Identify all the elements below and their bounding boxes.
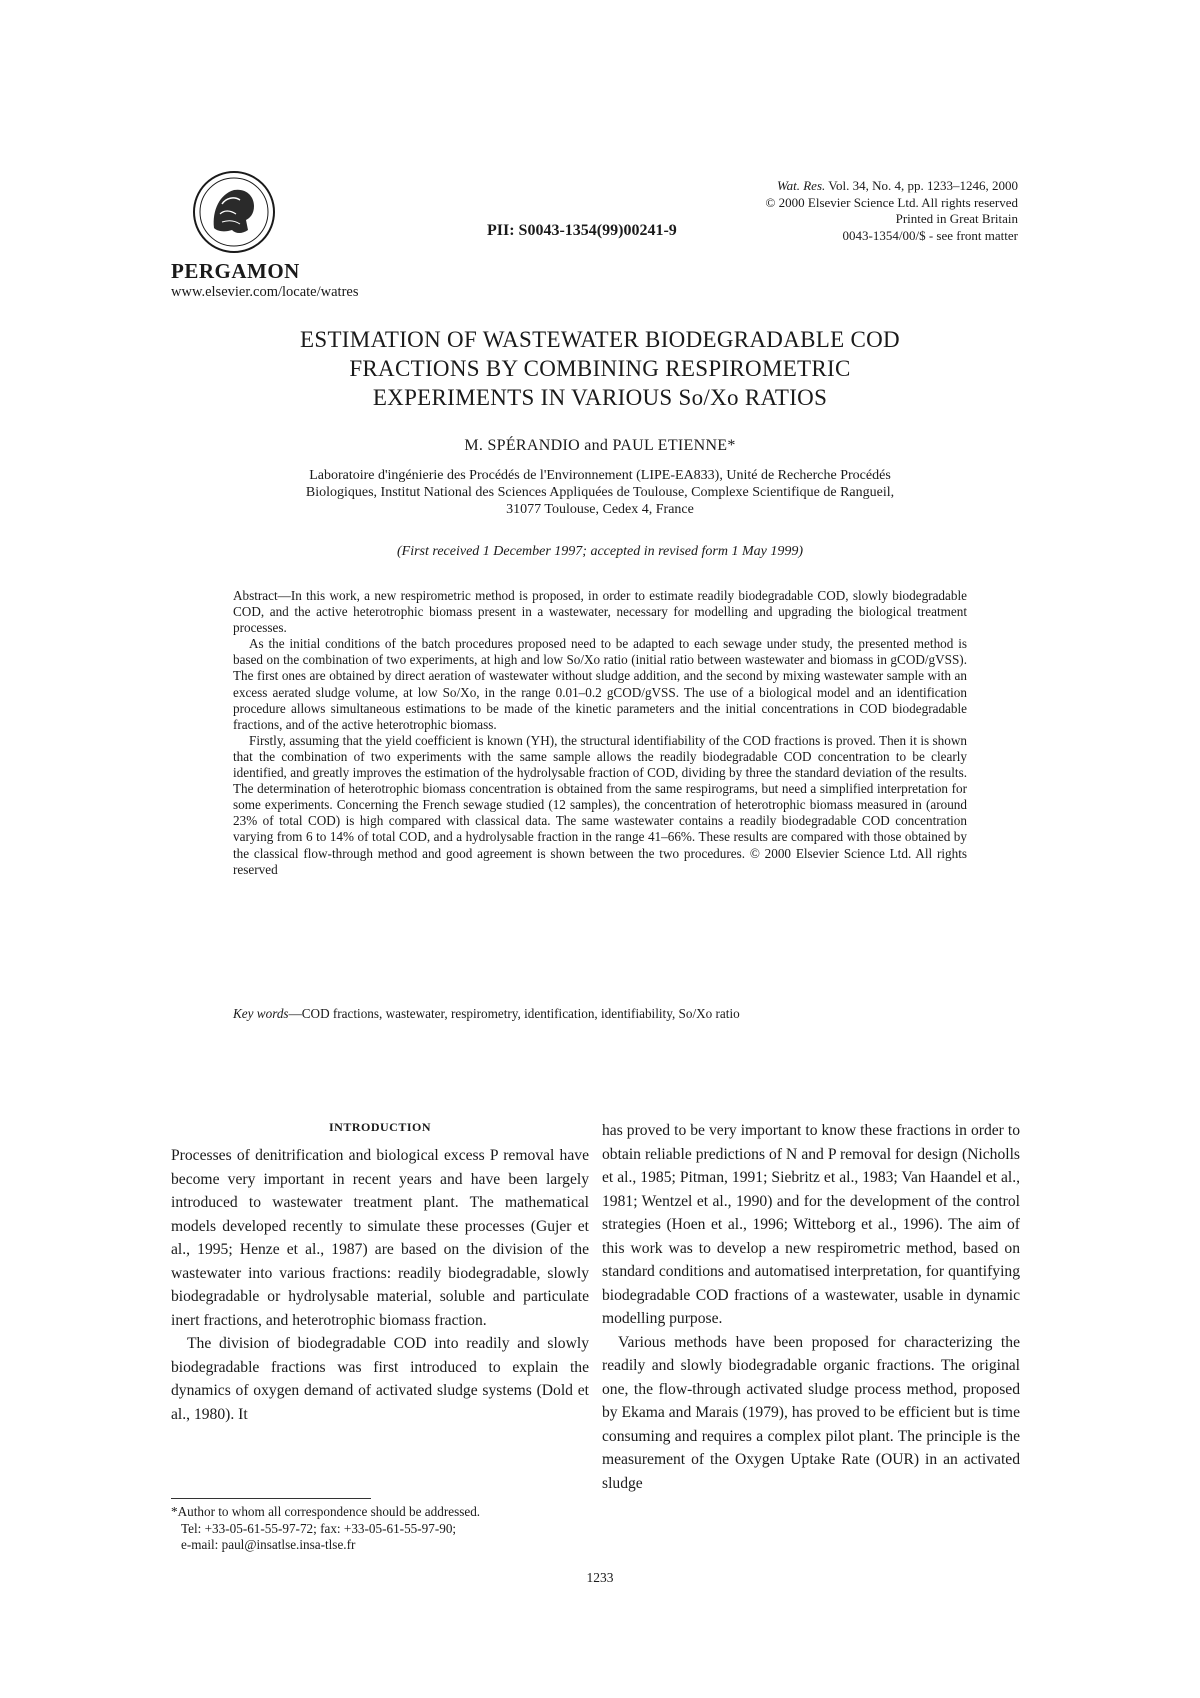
title-line-2: FRACTIONS BY COMBINING RESPIROMETRIC [349, 356, 851, 381]
footnote [171, 1504, 589, 1554]
journal-ref: Vol. 34, No. 4, pp. 1233–1246, 2000 [825, 178, 1018, 193]
printed-line: Printed in Great Britain [895, 211, 1018, 226]
journal-url[interactable]: www.elsevier.com/locate/watres [171, 284, 359, 300]
keywords-label: Key words [233, 1006, 289, 1021]
title-line-1: ESTIMATION OF WASTEWATER BIODEGRADABLE COD [300, 327, 900, 352]
journal-citation [698, 178, 1018, 195]
body-column-left [171, 1144, 589, 1426]
journal-name: Wat. Res. [776, 178, 826, 193]
footnote-line-1: *Author to whom all correspondence should be addressed. [171, 1504, 481, 1519]
authors: M. SPÉRANDIO and PAUL ETIENNE* [464, 437, 736, 454]
body-paragraph: has proved to be very important to know these fractions in order to obtain reliable predictions of N and P removal for design (Nicholls et al., 1985; Pitman, 1991; Siebritz et al., 1983; Van Haandel et al., 1981; Wentzel et al., 1990) and for the development of the control strategies (Hoen et al., 1996; Witteborg et al., 1996). The aim of this work was to develop a new respirometric method, based on standard conditions and automatised interpretation, for quantifying biodegradable COD fractions of a wastewater, usable in dynamic modelling purpose. [602, 1122, 1020, 1327]
body-paragraph: The division of biodegradable COD into readily and slowly biodegradable fractions was first introduced to explain the dynamics of oxygen demand of activated sludge systems (Dold et al., 1980). It [171, 1335, 589, 1423]
journal-info [698, 178, 1018, 244]
publisher-name: PERGAMON [171, 259, 300, 283]
affiliation-line-3: 31077 Toulouse, Cedex 4, France [506, 502, 694, 517]
keywords [233, 1006, 967, 1022]
body-paragraph: Various methods have been proposed for characterizing the readily and slowly biodegradable organic fractions. The original one, the flow-through activated sludge process method, proposed by Ekama and Marais (1979), has proved to be efficient but is time consuming and requires a complex pilot plant. The principle is the measurement of the Oxygen Uptake Rate (OUR) in an activated sludge [602, 1333, 1020, 1492]
title-line-3: EXPERIMENTS IN VARIOUS So/Xo RATIOS [372, 385, 828, 410]
abstract-paragraph: Abstract—In this work, a new respirometric method is proposed, in order to estimate readily biodegradable COD, slowly biodegradable COD, and the active heterotrophic biomass present in a wastewater, necessary for modelling and upgrading the biological treatment processes. [233, 588, 967, 636]
abstract [233, 588, 967, 878]
paper-title [170, 325, 1030, 412]
abstract-paragraph: Firstly, assuming that the yield coefficient is known (YH), the structural identifiability of the COD fractions is proved. Then it is shown that the combination of two experiments with the same sample allows the readily biodegradable COD concentration to be clearly identified, and greatly improves the estimation of the hydrolysable fraction of COD, dividing by three the standard deviation of the results. The determination of heterotrophic biomass concentration is obtained from the same respirograms, but need a simplified interpretation for some experiments. Concerning the French sewage studied (12 samples), the concentration of heterotrophic biomass measured in (around 23% of total COD) is high compared with classical data. The same wastewater contains a readily biodegradable COD concentration varying from 6 to 14% of total COD, and a hydrolysable fraction in the range 41–66%. These results are compared with those obtained by the classical flow-through method and good agreement is shown between the two procedures. © 2000 Elsevier Science Ltd. All rights reserved [233, 732, 967, 877]
pii-code: PII: S0043-1354(99)00241-9 [487, 222, 677, 239]
affiliation [200, 467, 1000, 518]
abstract-paragraph: As the initial conditions of the batch procedures proposed need to be adapted to each sewage under study, the presented method is based on the combination of two experiments, at high and low So/Xo ratio (initial ratio between wastewater and biomass in gCOD/gVSS). The first ones are obtained by direct aeration of wastewater without sludge addition, and the second by mixing wastewater sample with an excess aerated sludge volume, at low So/Xo, in the range 0.01–0.2 gCOD/gVSS. The use of a biological model and an identification procedure allows simultaneous estimations to be made of the kinetic parameters and the initial concentrations in COD biodegradable fractions, and of the active heterotrophic biomass. [233, 636, 967, 732]
copyright-line: © 2000 Elsevier Science Ltd. All rights reserved [765, 194, 1018, 210]
affiliation-line-2: Biologiques, Institut National des Sciences Appliquées de Toulouse, Complexe Scientifique de Rangueil, [305, 485, 895, 500]
body-paragraph: Processes of denitrification and biological excess P removal have become very important in recent years and have been largely introduced to wastewater treatment plant. The mathematical models developed recently to simulate these processes (Gujer et al., 1995; Henze et al., 1987) are based on the division of the wastewater into various fractions: readily biodegradable, slowly biodegradable or hydrolysable material, soluble and particulate inert fractions, and heterotrophic biomass fraction. [171, 1147, 589, 1329]
issn-line: 0043-1354/00/$ - see front matter [842, 227, 1018, 243]
keywords-text: —COD fractions, wastewater, respirometry, identification, identifiability, So/Xo ratio [288, 1006, 740, 1021]
affiliation-line-1: Laboratoire d'ingénierie des Procédés de l'Environnement (LIPE-EA833), Unité de Recherche Procédés [309, 468, 891, 483]
body-column-right [602, 1119, 1020, 1495]
footnote-line-2: Tel: +33-05-61-55-97-72; fax: +33-05-61-55-97-90; [181, 1520, 457, 1536]
page-number: 1233 [586, 1570, 614, 1585]
publisher-logo-icon [192, 170, 276, 254]
received-dates: (First received 1 December 1997; accepted in revised form 1 May 1999) [397, 544, 803, 559]
footnote-line-3: e-mail: paul@insatlse.insa-tlse.fr [181, 1537, 356, 1552]
footnote-divider [171, 1498, 371, 1499]
section-heading-introduction: INTRODUCTION [328, 1120, 431, 1134]
